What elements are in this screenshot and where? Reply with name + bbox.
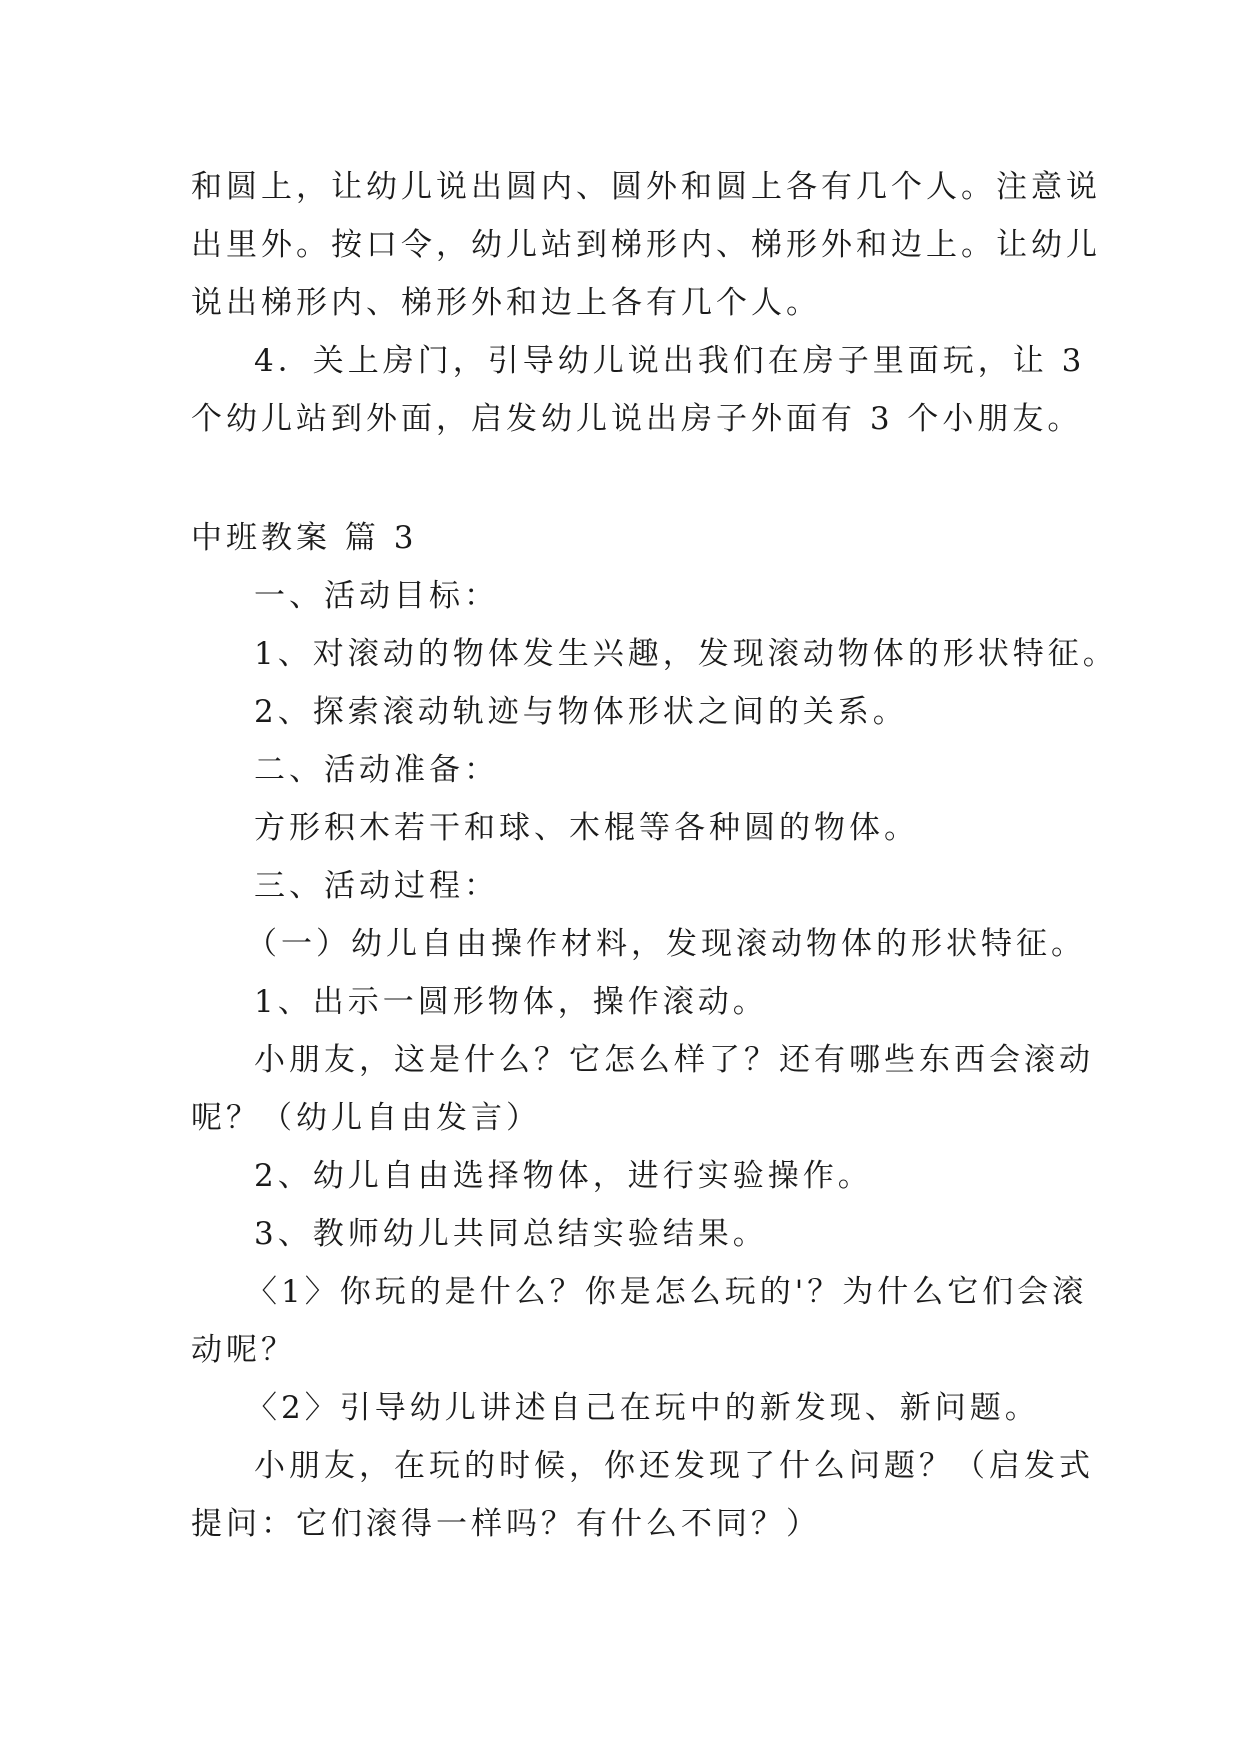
paragraph-line: 呢？（幼儿自由发言）: [191, 1100, 541, 1136]
paragraph-line: 个幼儿站到外面，启发幼儿说出房子外面有 3 个小朋友。: [191, 401, 1083, 437]
paragraph-line: 方形积木若干和球、木棍等各种圆的物体。: [254, 810, 919, 846]
paragraph-line: 小朋友，在玩的时候，你还发现了什么问题？（启发式: [254, 1448, 1094, 1484]
section-heading: 中班教案 篇 3: [191, 520, 418, 556]
paragraph-line: 提问：它们滚得一样吗？有什么不同？）: [191, 1506, 821, 1542]
paragraph-line: （一）幼儿自由操作材料，发现滚动物体的形状特征。: [246, 926, 1086, 962]
paragraph-line: 3、教师幼儿共同总结实验结果。: [254, 1216, 768, 1252]
paragraph-line: 2、幼儿自由选择物体，进行实验操作。: [254, 1158, 873, 1194]
paragraph-line: 二、活动准备：: [254, 752, 499, 788]
paragraph-line: 动呢？: [191, 1332, 296, 1368]
paragraph-line: 〈1〉你玩的是什么？你是怎么玩的'？为什么它们会滚: [246, 1274, 1088, 1310]
paragraph-line: 小朋友，这是什么？它怎么样了？还有哪些东西会滚动: [254, 1042, 1094, 1078]
paragraph-line: 4．关上房门，引导幼儿说出我们在房子里面玩，让 3: [254, 343, 1086, 379]
paragraph-line: 2、探索滚动轨迹与物体形状之间的关系。: [254, 694, 908, 730]
paragraph-line: 说出梯形内、梯形外和边上各有几个人。: [191, 285, 821, 321]
paragraph-line: 一、活动目标：: [254, 578, 499, 614]
paragraph-line: 1、出示一圆形物体，操作滚动。: [254, 984, 768, 1020]
paragraph-line: 和圆上，让幼儿说出圆内、圆外和圆上各有几个人。注意说: [191, 169, 1101, 205]
paragraph-line: 1、对滚动的物体发生兴趣，发现滚动物体的形状特征。: [254, 636, 1118, 672]
paragraph-line: 〈2〉引导幼儿讲述自己在玩中的新发现、新问题。: [246, 1390, 1040, 1426]
paragraph-line: 出里外。按口令，幼儿站到梯形内、梯形外和边上。让幼儿: [191, 227, 1101, 263]
paragraph-line: 三、活动过程：: [254, 868, 499, 904]
